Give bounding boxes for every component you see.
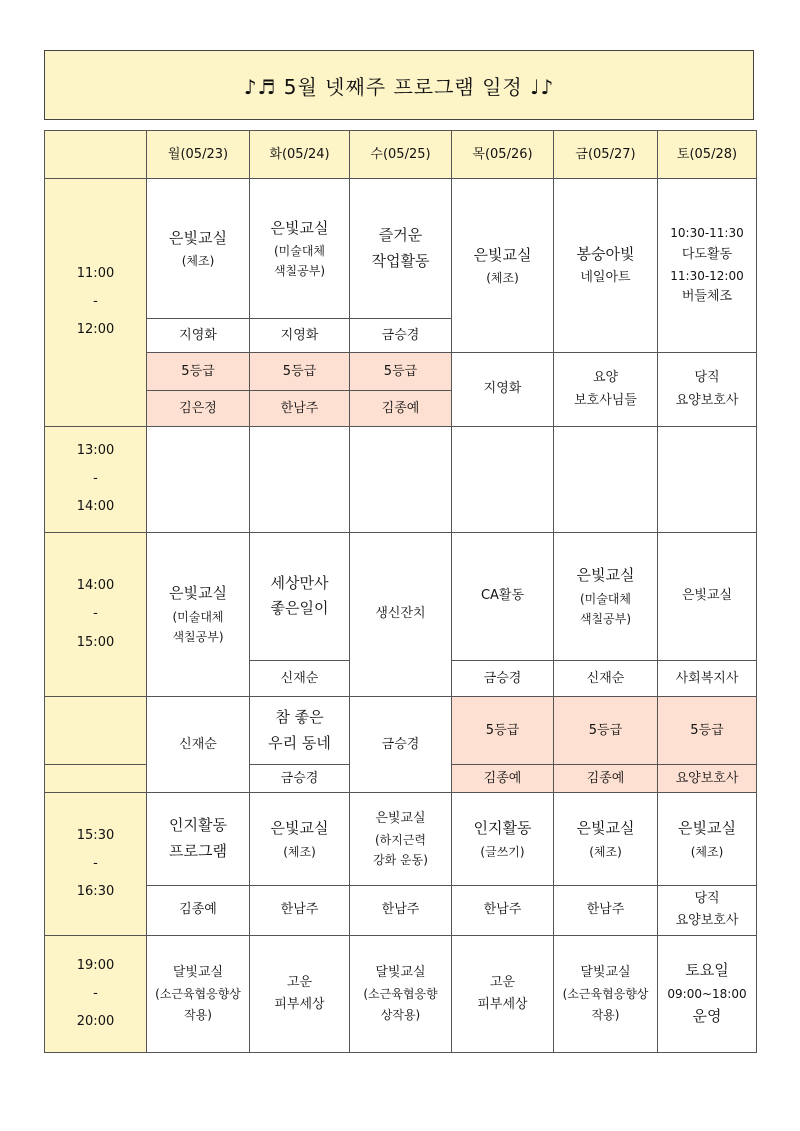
program-detail: (소근육협응향상	[562, 987, 649, 1002]
program-fri-4	[554, 793, 658, 885]
time-start: 19:00	[76, 957, 115, 973]
program-detail: 네일아트	[580, 270, 631, 286]
program-mon-4	[147, 793, 250, 885]
program-detail: 작용)	[184, 1007, 212, 1022]
time-dash: -	[93, 985, 98, 1001]
program-title: 피부세상	[477, 996, 528, 1012]
program-time: 10:30-11:30	[670, 226, 744, 241]
program-thu-3: CA활동	[452, 532, 554, 660]
time-end: 20:00	[76, 1013, 115, 1029]
staff-wed-4: 한남주	[350, 885, 452, 935]
program-mon-3	[147, 532, 250, 696]
program-detail: (소근육협응향상	[155, 987, 241, 1002]
program-detail: 강화 운동)	[373, 853, 428, 867]
staff-label: 당직	[694, 370, 720, 386]
staff-tue-3b: 금승경	[250, 765, 350, 793]
empty-cell	[658, 426, 757, 532]
program-detail: (체조)	[283, 844, 316, 859]
time-dash: -	[93, 855, 98, 871]
staff-fri-3: 신재순	[554, 661, 658, 697]
program-title: 좋은일이	[270, 599, 329, 618]
program-title: 은빛교실	[375, 810, 426, 826]
program-title: 다도활동	[681, 246, 733, 262]
staff-thu-4: 한남주	[452, 885, 554, 935]
program-detail: (소근육협응향	[363, 987, 438, 1002]
program-title: 세상만사	[270, 573, 329, 592]
staff-label: 요양	[592, 370, 619, 386]
staff-label: 보호사님들	[574, 392, 637, 408]
staff-thu-3: 금승경	[452, 661, 554, 697]
program-detail: (체조)	[589, 844, 622, 859]
program-wed-3: 생신잔치	[350, 532, 452, 696]
program-detail: (미술대체	[273, 244, 326, 259]
program-title: 은빛교실	[270, 819, 329, 837]
empty-cell	[147, 426, 250, 532]
program-detail: 색칠공부)	[579, 612, 632, 627]
grade-staff-fri-3: 김종예	[554, 765, 658, 793]
time-slot-continued	[45, 697, 147, 765]
empty-cell	[250, 426, 350, 532]
program-title: 은빛교실	[473, 245, 532, 264]
empty-cell	[554, 426, 658, 532]
program-fri-1	[554, 179, 658, 353]
staff-label: 요양보호사	[675, 392, 739, 408]
time-dash: -	[93, 471, 98, 487]
grade-thu-3: 5등급	[452, 697, 554, 765]
program-thu-5	[452, 935, 554, 1052]
program-title: 은빛교실	[169, 584, 227, 603]
day-header-wed: 수(05/25)	[350, 131, 452, 179]
time-end: 12:00	[76, 322, 115, 338]
time-dash: -	[93, 606, 98, 622]
program-title: 은빛교실	[678, 819, 736, 837]
program-title: 토요일	[685, 961, 729, 980]
staff-mon-3b: 신재순	[147, 697, 250, 793]
time-start: 11:00	[76, 266, 115, 282]
grade-tue-1	[250, 353, 350, 426]
program-detail: 작용)	[591, 1007, 620, 1022]
time-start: 14:00	[76, 578, 115, 594]
program-sat-4	[658, 793, 757, 885]
program-fri-5	[554, 935, 658, 1052]
schedule-table	[44, 130, 757, 1053]
time-slot-continued	[45, 765, 147, 793]
grade-label: 5등급	[250, 354, 349, 391]
program-time: 09:00~18:00	[667, 986, 747, 1001]
staff-fri-1	[554, 353, 658, 426]
staff-mon-1: 지영화	[147, 319, 250, 353]
program-title: 고운	[286, 974, 313, 990]
program-mon-1	[147, 179, 250, 319]
grade-mon-1	[147, 353, 250, 426]
program-title: 은빛교실	[576, 566, 635, 585]
time-slot-1100	[45, 179, 147, 427]
day-header-tue: 화(05/24)	[250, 131, 350, 179]
program-detail: (미술대체	[579, 591, 632, 606]
program-tue-3	[250, 532, 350, 660]
program-title: 은빛교실	[169, 228, 227, 247]
grade-label: 5등급	[350, 354, 451, 391]
staff-thu-1: 지영화	[452, 353, 554, 426]
program-sat-1	[658, 179, 757, 353]
staff-tue-3: 신재순	[250, 661, 350, 697]
grade-wed-1	[350, 353, 452, 426]
time-slot-1300	[45, 426, 147, 532]
program-tue-4	[250, 793, 350, 885]
grade-staff-sat-3: 요양보호사	[658, 765, 757, 793]
schedule-title: ♪♬ 5월 넷째주 프로그램 일정 ♩♪	[44, 50, 754, 120]
program-mon-5	[147, 935, 250, 1052]
grade-label: 5등급	[147, 354, 249, 391]
time-dash: -	[93, 294, 98, 310]
program-detail: 색칠공부)	[172, 630, 224, 645]
day-header-thu: 목(05/26)	[452, 131, 554, 179]
program-title: 인지활동	[473, 819, 532, 837]
time-slot-1400	[45, 532, 147, 696]
program-title: 우리 동네	[268, 733, 331, 752]
program-title: 달빛교실	[172, 965, 224, 981]
program-fri-3	[554, 532, 658, 660]
program-detail: (글쓰기)	[480, 844, 525, 859]
time-start: 15:30	[76, 827, 115, 843]
grade-staff: 김종예	[381, 400, 420, 416]
grade-staff: 김은정	[179, 400, 217, 416]
program-title: 즐거운	[378, 226, 423, 245]
program-sat-5	[658, 935, 757, 1052]
grade-sat-3: 5등급	[658, 697, 757, 765]
program-tue-3b	[250, 697, 350, 765]
empty-cell	[350, 426, 452, 532]
program-thu-4	[452, 793, 554, 885]
program-wed-4	[350, 793, 452, 885]
day-header-sat: 토(05/28)	[658, 131, 757, 179]
program-wed-1	[350, 179, 452, 319]
header-row	[45, 131, 757, 179]
staff-tue-4: 한남주	[250, 885, 350, 935]
staff-label: 요양보호사	[675, 913, 739, 929]
program-wed-5	[350, 935, 452, 1052]
staff-wed-3b: 금승경	[350, 697, 452, 793]
program-sat-3: 은빛교실	[658, 532, 757, 660]
time-end: 16:30	[76, 884, 115, 900]
program-title: 버들체조	[681, 289, 733, 305]
staff-tue-1: 지영화	[250, 319, 350, 353]
program-title: 피부세상	[274, 996, 325, 1012]
program-detail: (체조)	[690, 844, 724, 859]
staff-wed-1: 금승경	[350, 319, 452, 353]
time-start: 13:00	[76, 443, 115, 459]
program-detail: (미술대체	[172, 609, 224, 624]
grade-staff: 한남주	[280, 400, 319, 416]
staff-fri-4: 한남주	[554, 885, 658, 935]
program-title: 작업활동	[371, 251, 430, 270]
program-title: 프로그램	[169, 841, 227, 860]
program-title: 은빛교실	[270, 218, 329, 237]
program-detail: (체조)	[486, 271, 519, 286]
program-title: 봉숭아빛	[576, 244, 635, 263]
staff-mon-4: 김종예	[147, 885, 250, 935]
program-tue-1	[250, 179, 350, 319]
program-title: 인지활동	[169, 816, 227, 835]
program-detail: 색칠공부)	[273, 264, 326, 279]
day-header-mon: 월(05/23)	[147, 131, 250, 179]
time-slot-1530	[45, 793, 147, 935]
day-header-fri: 금(05/27)	[554, 131, 658, 179]
program-detail: 상작용)	[380, 1007, 421, 1022]
program-title: 달빛교실	[580, 965, 631, 981]
program-title: 고운	[489, 974, 516, 990]
corner-cell	[45, 131, 147, 179]
program-detail: (체조)	[181, 254, 215, 269]
program-thu-1	[452, 179, 554, 353]
program-tue-5	[250, 935, 350, 1052]
program-detail: (하지근력	[374, 832, 427, 847]
staff-sat-3: 사회복지사	[658, 661, 757, 697]
time-end: 15:00	[76, 634, 115, 650]
staff-sat-4	[658, 885, 757, 935]
staff-sat-1	[658, 353, 757, 426]
time-slot-1900	[45, 935, 147, 1052]
empty-cell	[452, 426, 554, 532]
grade-staff-thu-3: 김종예	[452, 765, 554, 793]
program-title: 달빛교실	[375, 965, 426, 981]
program-time: 11:30-12:00	[670, 268, 744, 283]
grade-fri-3: 5등급	[554, 697, 658, 765]
program-title: 운영	[692, 1007, 722, 1026]
program-title: 참 좋은	[275, 708, 324, 727]
time-end: 14:00	[76, 499, 115, 515]
program-title: 은빛교실	[576, 819, 635, 837]
staff-label: 당직	[694, 891, 720, 906]
